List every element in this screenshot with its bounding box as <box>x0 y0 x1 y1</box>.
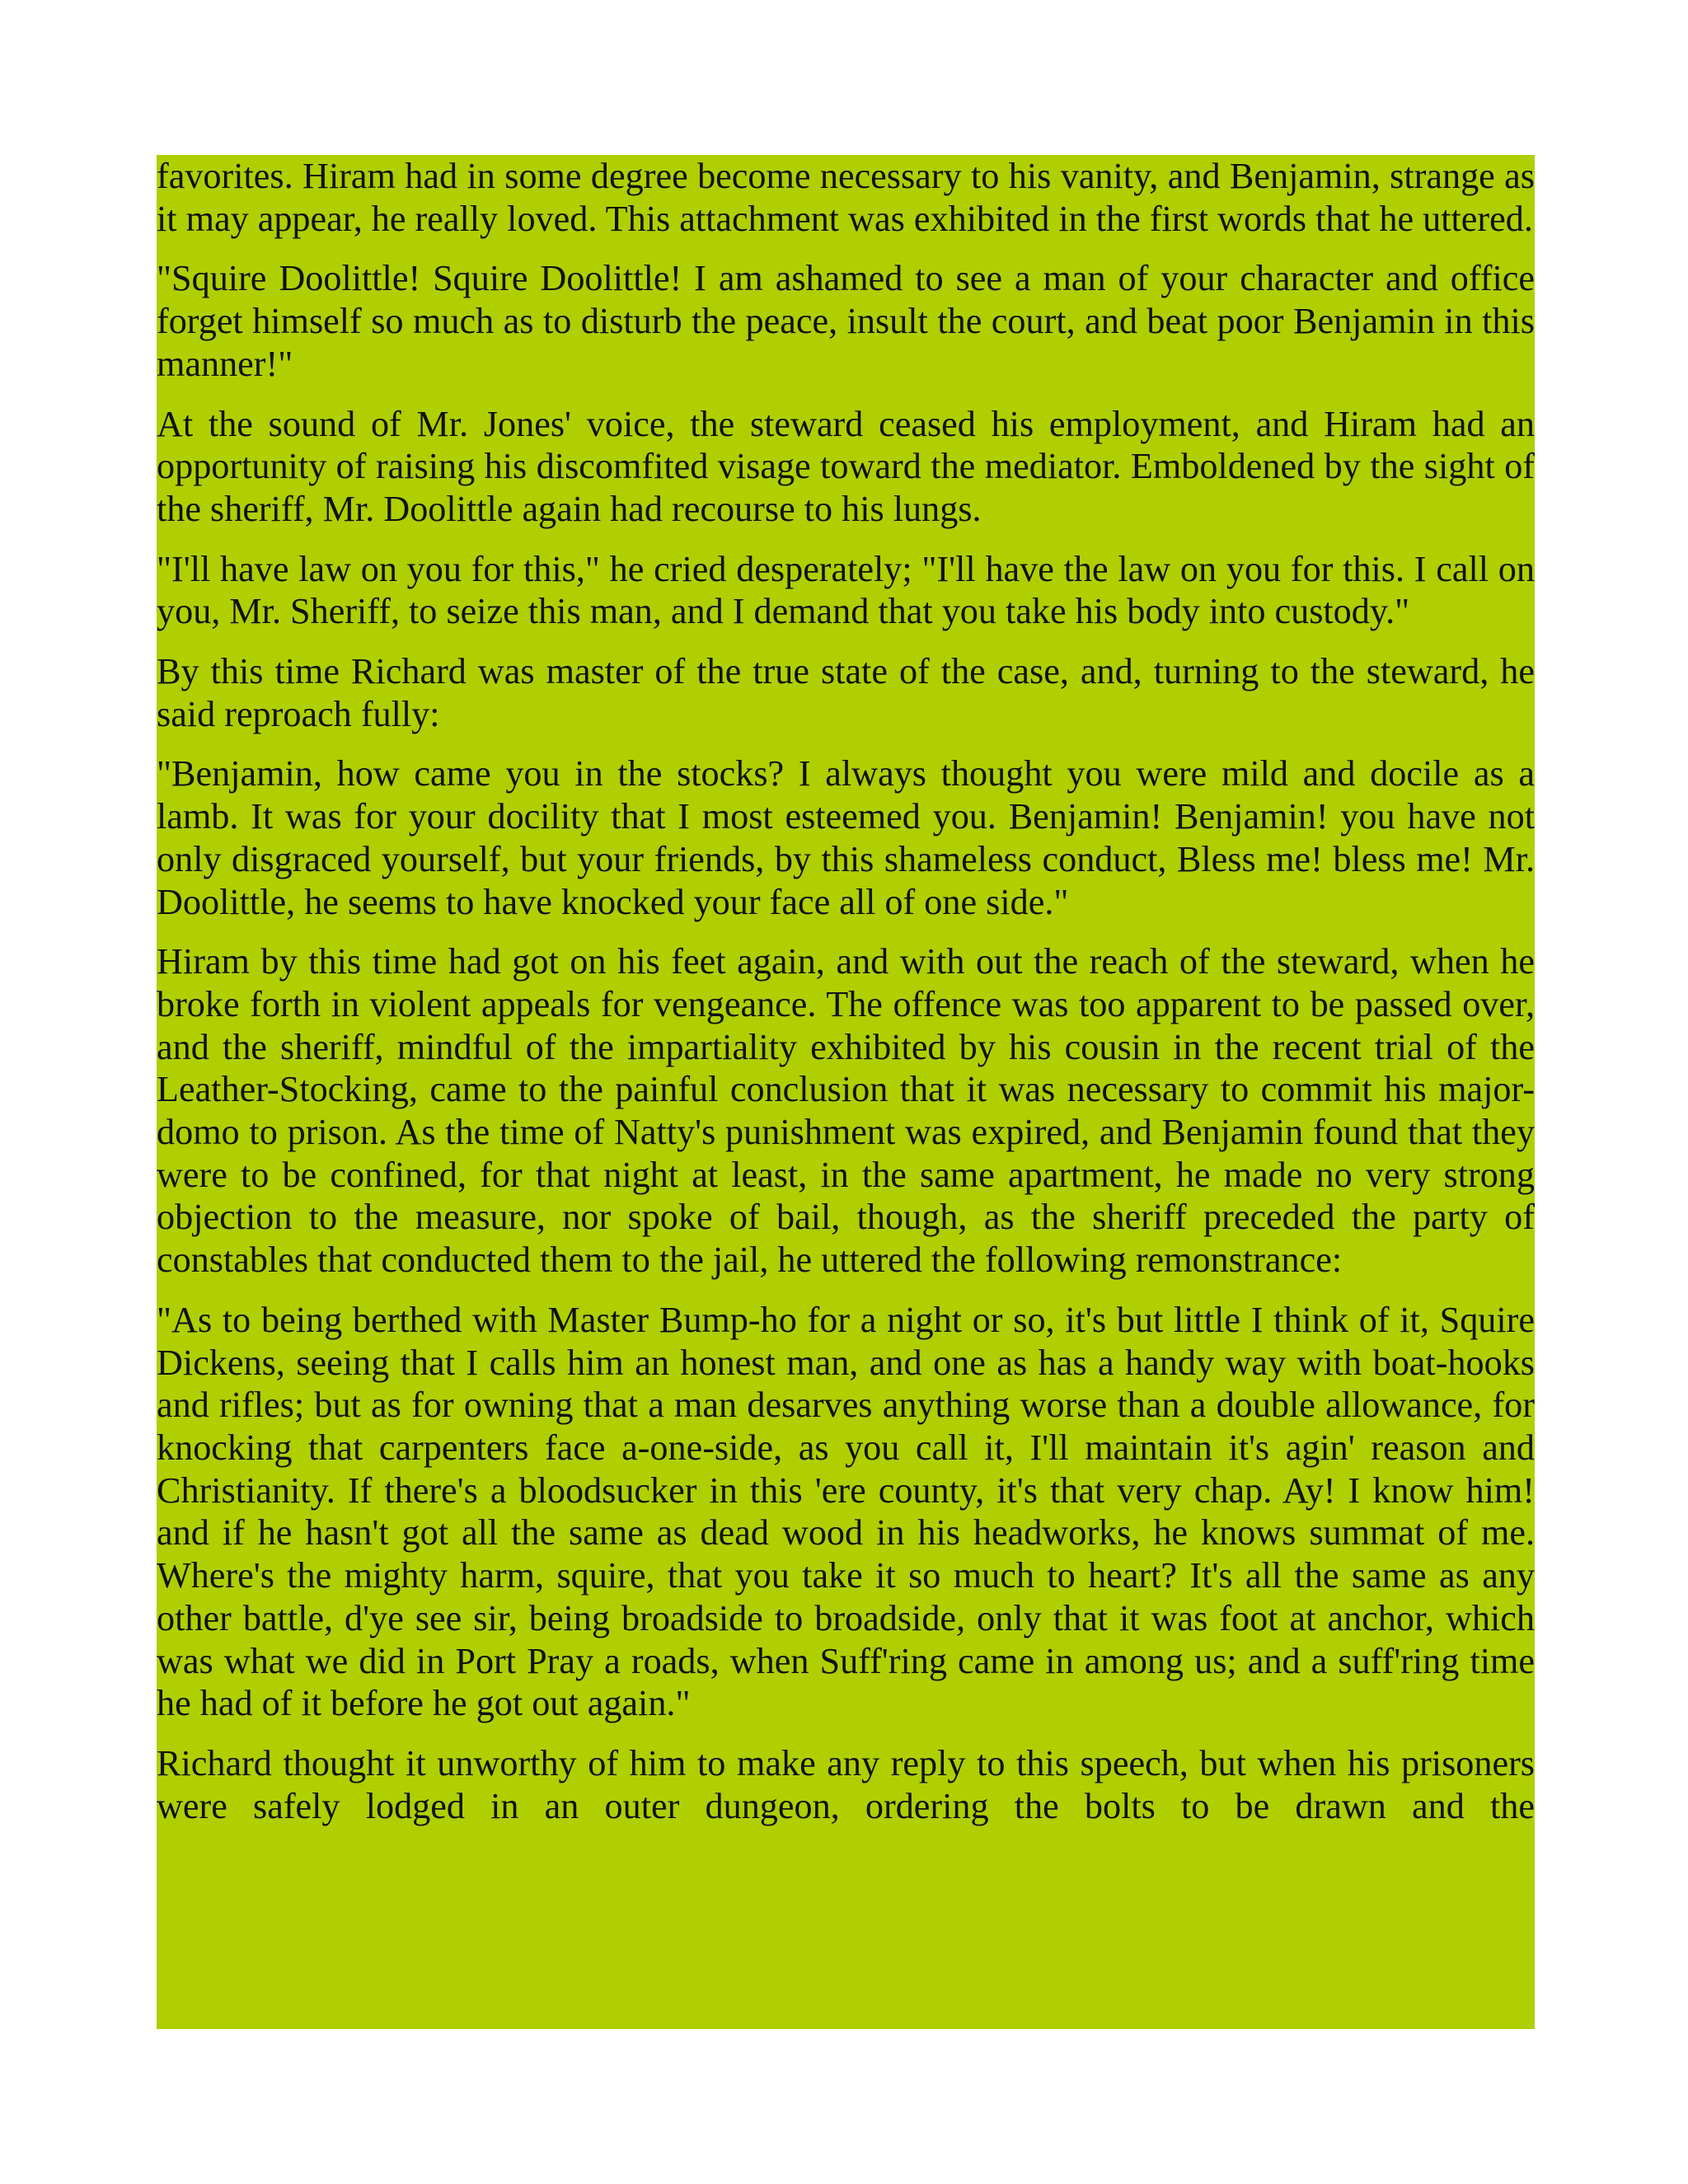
paragraph: "Squire Doolittle! Squire Doolittle! I am ashamed to see a man of your character and office forget himself so much as to disturb the peace, insult the court, and beat poor Benjamin in this manner!" <box>157 258 1535 384</box>
paragraph: favorites. Hiram had in some degree become necessary to his vanity, and Benjamin, strange as it may appear, he really loved. This attachment was exhibited in the first words that he uttered. <box>157 156 1535 239</box>
paragraph: Richard thought it unworthy of him to make any reply to this speech, but when his prisoners were safely lodged in an outer dungeon, ordering the bolts to be drawn and the <box>157 1742 1535 1826</box>
paragraph: "As to being berthed with Master Bump-ho for a night or so, it's but little I think of it, Squire Dickens, seeing that I calls him an honest man, and one as has a handy way with boat-hooks and rifles; but as for owning that a man desarves anything worse than a double allowance, for knocking that carpenters face a-one-side, as you call it, I'll maintain it's agin' reason and Christianity. If there's a bloodsucker in this 'ere county, it's that very chap. Ay! I know him! and if he hasn't got all the same as dead wood in his headworks, he knows summat of me. Where's the mighty harm, squire, that you take it so much to heart? It's all the same as any other battle, d'ye see sir, being broadside to broadside, only that it was foot at anchor, which was what we did in Port Pray a roads, when Suff'ring came in among us; and a suff'ring time he had of it before he got out again." <box>157 1299 1535 1724</box>
paragraph: At the sound of Mr. Jones' voice, the steward ceased his employment, and Hiram had an opportunity of raising his discomfited visage toward the mediator. Emboldened by the sight of the sheriff, Mr. Doolittle again had recourse to his lungs. <box>157 403 1535 529</box>
text-block <box>157 155 1535 2029</box>
paragraph: Hiram by this time had got on his feet again, and with out the reach of the steward, when he broke forth in violent appeals for vengeance. The offence was too apparent to be passed over, and the sheriff, mindful of the impartiality exhibited by his cousin in the recent trial of the Leather-Stocking, came to the painful conclusion that it was necessary to commit his major-domo to prison. As the time of Natty's punishment was expired, and Benjamin found that they were to be confined, for that night at least, in the same apartment, he made no very strong objection to the measure, nor spoke of bail, though, as the sheriff preceded the party of constables that conducted them to the jail, he uttered the following remonstrance: <box>157 941 1535 1281</box>
paragraph: By this time Richard was master of the true state of the case, and, turning to the steward, he said reproach fully: <box>157 651 1535 734</box>
paragraph: "I'll have law on you for this," he cried desperately; "I'll have the law on you for this. I call on you, Mr. Sheriff, to seize this man, and I demand that you take his body into custody." <box>157 548 1535 632</box>
paragraph: "Benjamin, how came you in the stocks? I always thought you were mild and docile as a lamb. It was for your docility that I most esteemed you. Benjamin! Benjamin! you have not only disgraced yourself, but your friends, by this shameless conduct, Bless me! bless me! Mr. Doolittle, he seems to have knocked your face all of one side." <box>157 753 1535 922</box>
